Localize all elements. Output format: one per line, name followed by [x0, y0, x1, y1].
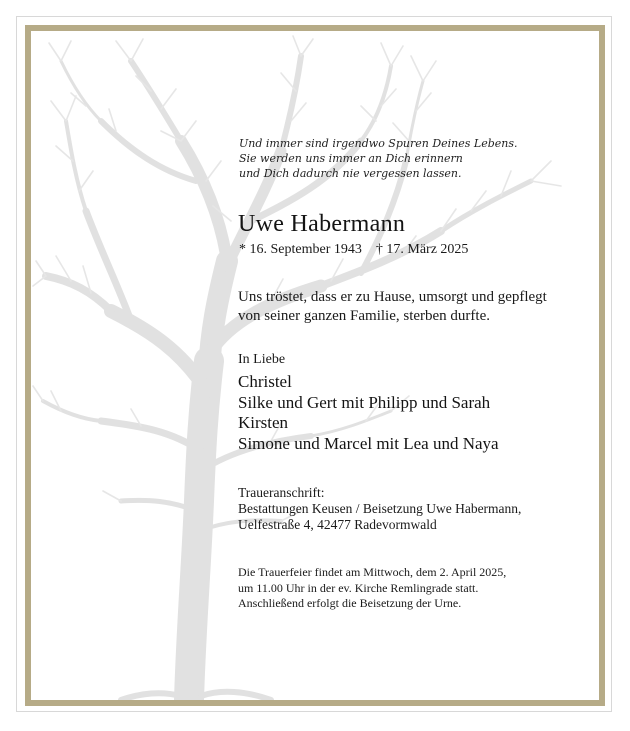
memorial-poem	[239, 136, 518, 181]
mourner-name: Christel	[238, 372, 292, 391]
poem-line: Und immer sind irgendwo Spuren Deines Lebens.	[239, 137, 518, 150]
mourners-intro: In Liebe	[238, 352, 286, 367]
ceremony-info	[238, 565, 506, 612]
poem-line: Sie werden uns immer an Dich erinnern	[239, 152, 463, 165]
notice-frame	[25, 25, 605, 706]
deceased-name: Uwe Habermann	[238, 211, 406, 237]
mourners-list	[238, 372, 499, 454]
mourner-name: Simone und Marcel mit Lea und Naya	[238, 433, 499, 453]
address-line: Traueranschrift:	[238, 485, 325, 500]
ceremony-line: Die Trauerfeier findet am Mittwoch, dem 2. April 2025,	[238, 565, 507, 579]
ceremony-line: Anschließend erfolgt die Beisetzung der Urne.	[238, 596, 462, 610]
birth-date: * 16. September 1943	[239, 242, 362, 257]
address-line: Bestattungen Keusen / Beisetzung Uwe Habermann,	[238, 501, 522, 516]
poem-line: und Dich dadurch nie vergessen lassen.	[239, 167, 462, 180]
mourning-address	[238, 485, 521, 533]
life-dates	[239, 242, 468, 258]
statement-line: Uns tröstet, dass er zu Hause, umsorgt und gepflegt	[238, 289, 547, 305]
mourner-name: Kirsten	[238, 413, 289, 432]
mourner-name: Silke und Gert mit Philipp und Sarah	[238, 392, 491, 412]
ceremony-line: um 11.00 Uhr in der ev. Kirche Remlingrade statt.	[238, 580, 479, 595]
notice-content	[31, 31, 599, 700]
statement-line: von seiner ganzen Familie, sterben durfte.	[238, 308, 490, 324]
condolence-statement	[238, 288, 547, 326]
death-date: † 17. März 2025	[375, 242, 469, 257]
address-line: Uelfestraße 4, 42477 Radevormwald	[238, 517, 437, 532]
